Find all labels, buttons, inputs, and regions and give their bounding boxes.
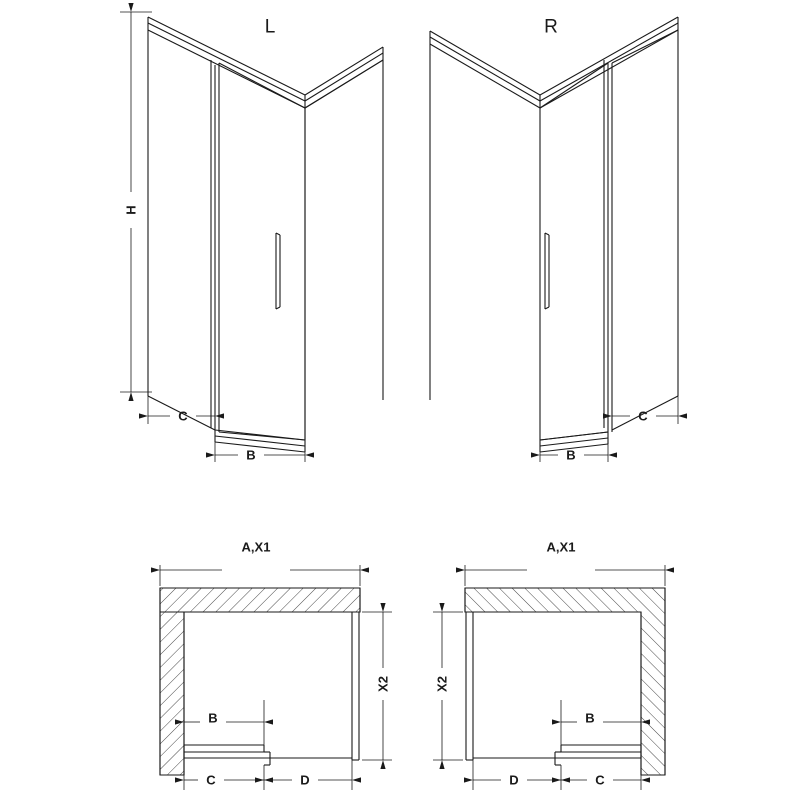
plan-view-left-geometry <box>160 588 360 775</box>
perspective-view-left-geometry <box>148 17 383 452</box>
dimension-label-B-right-elev: B <box>566 447 576 463</box>
dimension-label-B-plan-right: B <box>585 710 595 726</box>
dimension-label-C-plan-left: C <box>206 772 216 788</box>
variant-label-left: L <box>264 16 276 38</box>
dimension-label-D-plan-right: D <box>509 772 519 788</box>
dimension-label-C-left-elev: C <box>178 408 188 424</box>
dimension-label-X2-plan-right: X2 <box>434 676 450 692</box>
dimension-label-AX1-plan-right: A,X1 <box>546 539 576 555</box>
variant-label-right: R <box>544 16 558 38</box>
dimension-label-B-plan-left: B <box>208 710 218 726</box>
perspective-view-right-geometry <box>430 17 678 452</box>
dimension-label-X2-plan-left: X2 <box>375 676 391 692</box>
dimension-label-C-right-elev: C <box>638 408 648 424</box>
dimension-H-left <box>120 12 152 392</box>
dimension-label-C-plan-right: C <box>595 772 605 788</box>
dimension-label-B-left-elev: B <box>246 447 256 463</box>
plan-view-right-geometry <box>465 588 665 775</box>
dimension-label-D-plan-left: D <box>300 772 310 788</box>
dimension-label-AX1-plan-left: A,X1 <box>241 539 271 555</box>
dimension-label-H: H <box>123 205 139 215</box>
